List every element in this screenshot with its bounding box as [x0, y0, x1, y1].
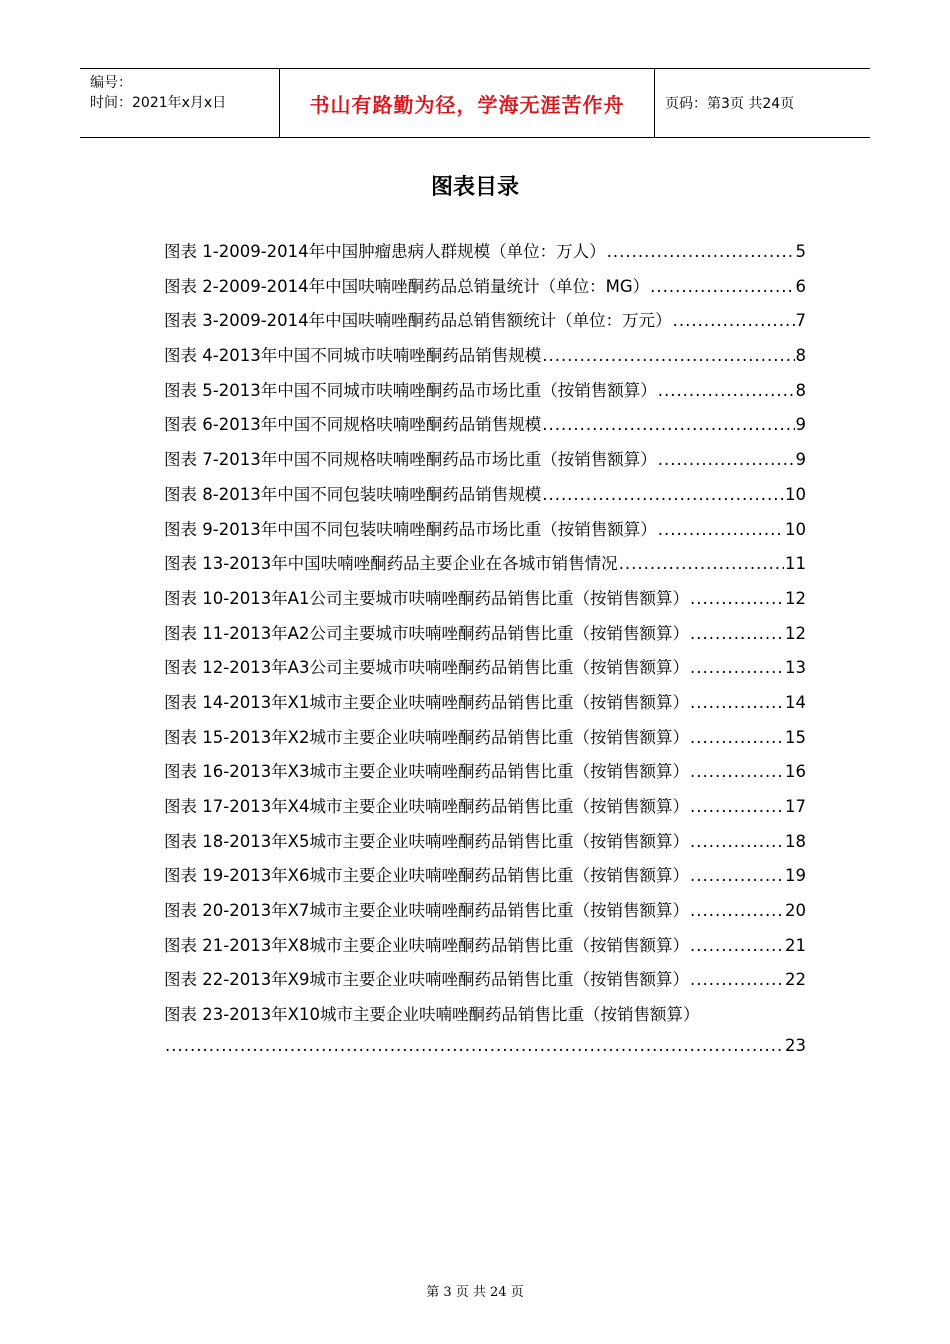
toc-entry[interactable] — [164, 342, 806, 377]
toc-leader-dots — [690, 936, 784, 955]
toc-entry-label: 图表 22-2013年X9城市主要企业呋喃唑酮药品销售比重（按销售额算） — [164, 970, 689, 990]
toc-entry[interactable] — [164, 966, 806, 1001]
toc-leader-dots — [690, 797, 784, 816]
toc-entry-label: 图表 7-2013年中国不同规格呋喃唑酮药品市场比重（按销售额算） — [164, 450, 657, 470]
toc-leader-dots — [650, 277, 794, 296]
toc-entry-label: 图表 3-2009-2014年中国呋喃唑酮药品总销售额统计（单位：万元） — [164, 311, 672, 331]
toc-leader-dots — [690, 970, 784, 989]
toc-leader-dots — [690, 728, 784, 747]
toc-entry[interactable] — [164, 411, 806, 446]
toc-leader-dots — [673, 311, 795, 330]
toc-entry[interactable] — [164, 932, 806, 967]
toc-entry[interactable] — [164, 793, 806, 828]
toc-entry[interactable] — [164, 654, 806, 689]
toc-entry-label: 图表 9-2013年中国不同包装呋喃唑酮药品市场比重（按销售额算） — [164, 519, 657, 539]
toc-entry-label: 图表 19-2013年X6城市主要企业呋喃唑酮药品销售比重（按销售额算） — [164, 866, 689, 886]
serial-label: 编号： — [90, 75, 132, 91]
toc-entry[interactable] — [164, 689, 806, 724]
toc-leader-dots — [607, 242, 795, 261]
toc-leader-dots — [690, 624, 784, 643]
toc-entry-page: 22 — [785, 970, 806, 990]
toc-entry[interactable] — [164, 516, 806, 551]
toc-leader-dots — [165, 1036, 784, 1055]
toc-entry[interactable] — [164, 758, 806, 793]
toc-entry-page: 15 — [785, 727, 806, 747]
toc-entry-label: 图表 20-2013年X7城市主要企业呋喃唑酮药品销售比重（按销售额算） — [164, 901, 689, 921]
header-page-info: 页码：第3页 共24页 — [665, 96, 795, 112]
toc-entry-label: 图表 16-2013年X3城市主要企业呋喃唑酮药品销售比重（按销售额算） — [164, 762, 689, 782]
toc-leader-dots — [619, 554, 784, 573]
toc-entry-page: 19 — [785, 866, 806, 886]
toc-entry[interactable] — [164, 724, 806, 759]
toc-leader-dots — [690, 866, 784, 885]
toc-entry-page: 16 — [785, 762, 806, 782]
toc-entry-label: 图表 6-2013年中国不同规格呋喃唑酮药品销售规模 — [164, 415, 542, 435]
toc-entry-label: 图表 12-2013年A3公司主要城市呋喃唑酮药品销售比重（按销售额算） — [164, 658, 689, 678]
toc-entry-label: 图表 23-2013年X10城市主要企业呋喃唑酮药品销售比重（按销售额算） — [164, 1005, 700, 1025]
toc-entry[interactable] — [164, 620, 806, 655]
toc-leader-dots — [658, 381, 795, 400]
toc-entry-page: 5 — [795, 242, 806, 261]
toc-leader-dots — [690, 762, 784, 781]
toc-entry-page: 14 — [785, 692, 806, 712]
toc-entry-page: 8 — [795, 346, 806, 366]
toc-leader-dots — [690, 901, 784, 920]
toc-entry-label: 图表 21-2013年X8城市主要企业呋喃唑酮药品销售比重（按销售额算） — [164, 935, 689, 955]
toc-entry[interactable] — [164, 828, 806, 863]
toc-entry-label: 图表 8-2013年中国不同包装呋喃唑酮药品销售规模 — [164, 484, 542, 504]
toc-leader-dots — [542, 485, 784, 504]
toc-entry-label: 图表 17-2013年X4城市主要企业呋喃唑酮药品销售比重（按销售额算） — [164, 797, 689, 816]
toc-entry-page: 10 — [785, 484, 806, 504]
toc-entry[interactable] — [164, 862, 806, 897]
toc-entry-page: 12 — [785, 588, 806, 608]
toc-leader-dots — [690, 589, 784, 608]
toc-entry-continuation — [164, 1036, 806, 1071]
toc-list — [164, 238, 806, 1071]
toc-leader-dots — [658, 520, 784, 539]
toc-entry[interactable] — [164, 273, 806, 308]
toc-entry[interactable] — [164, 238, 806, 273]
toc-entry[interactable] — [164, 377, 806, 412]
page-header — [80, 68, 870, 138]
toc-entry-label: 图表 10-2013年A1公司主要城市呋喃唑酮药品销售比重（按销售额算） — [164, 588, 689, 608]
toc-leader-dots — [658, 450, 795, 469]
toc-entry-label: 图表 1-2009-2014年中国肿瘤患病人群规模（单位：万人） — [164, 242, 606, 261]
toc-entry-page: 23 — [785, 1035, 806, 1055]
toc-entry-page: 12 — [785, 623, 806, 643]
toc-entry[interactable] — [164, 1001, 806, 1036]
toc-entry-label: 图表 18-2013年X5城市主要企业呋喃唑酮药品销售比重（按销售额算） — [164, 831, 689, 851]
header-meta — [80, 69, 280, 137]
toc-entry-page: 6 — [795, 276, 806, 296]
toc-entry-page: 9 — [795, 415, 806, 435]
toc-entry-label: 图表 5-2013年中国不同城市呋喃唑酮药品市场比重（按销售额算） — [164, 380, 657, 400]
page-title: 图表目录 — [430, 175, 519, 200]
toc-entry-page: 10 — [785, 519, 806, 539]
toc-entry[interactable] — [164, 550, 806, 585]
toc-entry-page: 11 — [785, 554, 806, 574]
toc-entry-page: 13 — [785, 658, 806, 678]
toc-entry-page: 7 — [795, 311, 806, 331]
toc-leader-dots — [542, 415, 794, 434]
toc-leader-dots — [690, 658, 784, 677]
toc-entry-label: 图表 13-2013年中国呋喃唑酮药品主要企业在各城市销售情况 — [164, 554, 618, 574]
toc-entry-page: 18 — [785, 831, 806, 851]
toc-entry-page: 20 — [785, 901, 806, 921]
toc-leader-dots — [542, 346, 794, 365]
toc-entry-label: 图表 15-2013年X2城市主要企业呋喃唑酮药品销售比重（按销售额算） — [164, 727, 689, 747]
toc-entry-label: 图表 11-2013年A2公司主要城市呋喃唑酮药品销售比重（按销售额算） — [164, 623, 689, 643]
toc-entry-page: 21 — [785, 935, 806, 955]
toc-leader-dots — [690, 693, 784, 712]
toc-entry-page: 9 — [795, 450, 806, 470]
toc-entry-label: 图表 2-2009-2014年中国呋喃唑酮药品总销量统计（单位：MG） — [164, 276, 650, 296]
toc-entry[interactable] — [164, 481, 806, 516]
toc-entry[interactable] — [164, 307, 806, 342]
toc-entry[interactable] — [164, 585, 806, 620]
page-footer: 第 3 页 共 24 页 — [426, 1285, 524, 1300]
toc-entry[interactable] — [164, 897, 806, 932]
header-motto: 书山有路勤为径，学海无涯苦作舟 — [280, 69, 655, 137]
toc-entry-page: 8 — [795, 380, 806, 400]
toc-leader-dots — [690, 832, 784, 851]
time-label: 时间：2021年x月x日 — [90, 95, 227, 111]
toc-entry-page: 17 — [785, 797, 806, 816]
toc-entry-label: 图表 4-2013年中国不同城市呋喃唑酮药品销售规模 — [164, 346, 542, 366]
toc-entry-label: 图表 14-2013年X1城市主要企业呋喃唑酮药品销售比重（按销售额算） — [164, 692, 689, 712]
toc-entry[interactable] — [164, 446, 806, 481]
